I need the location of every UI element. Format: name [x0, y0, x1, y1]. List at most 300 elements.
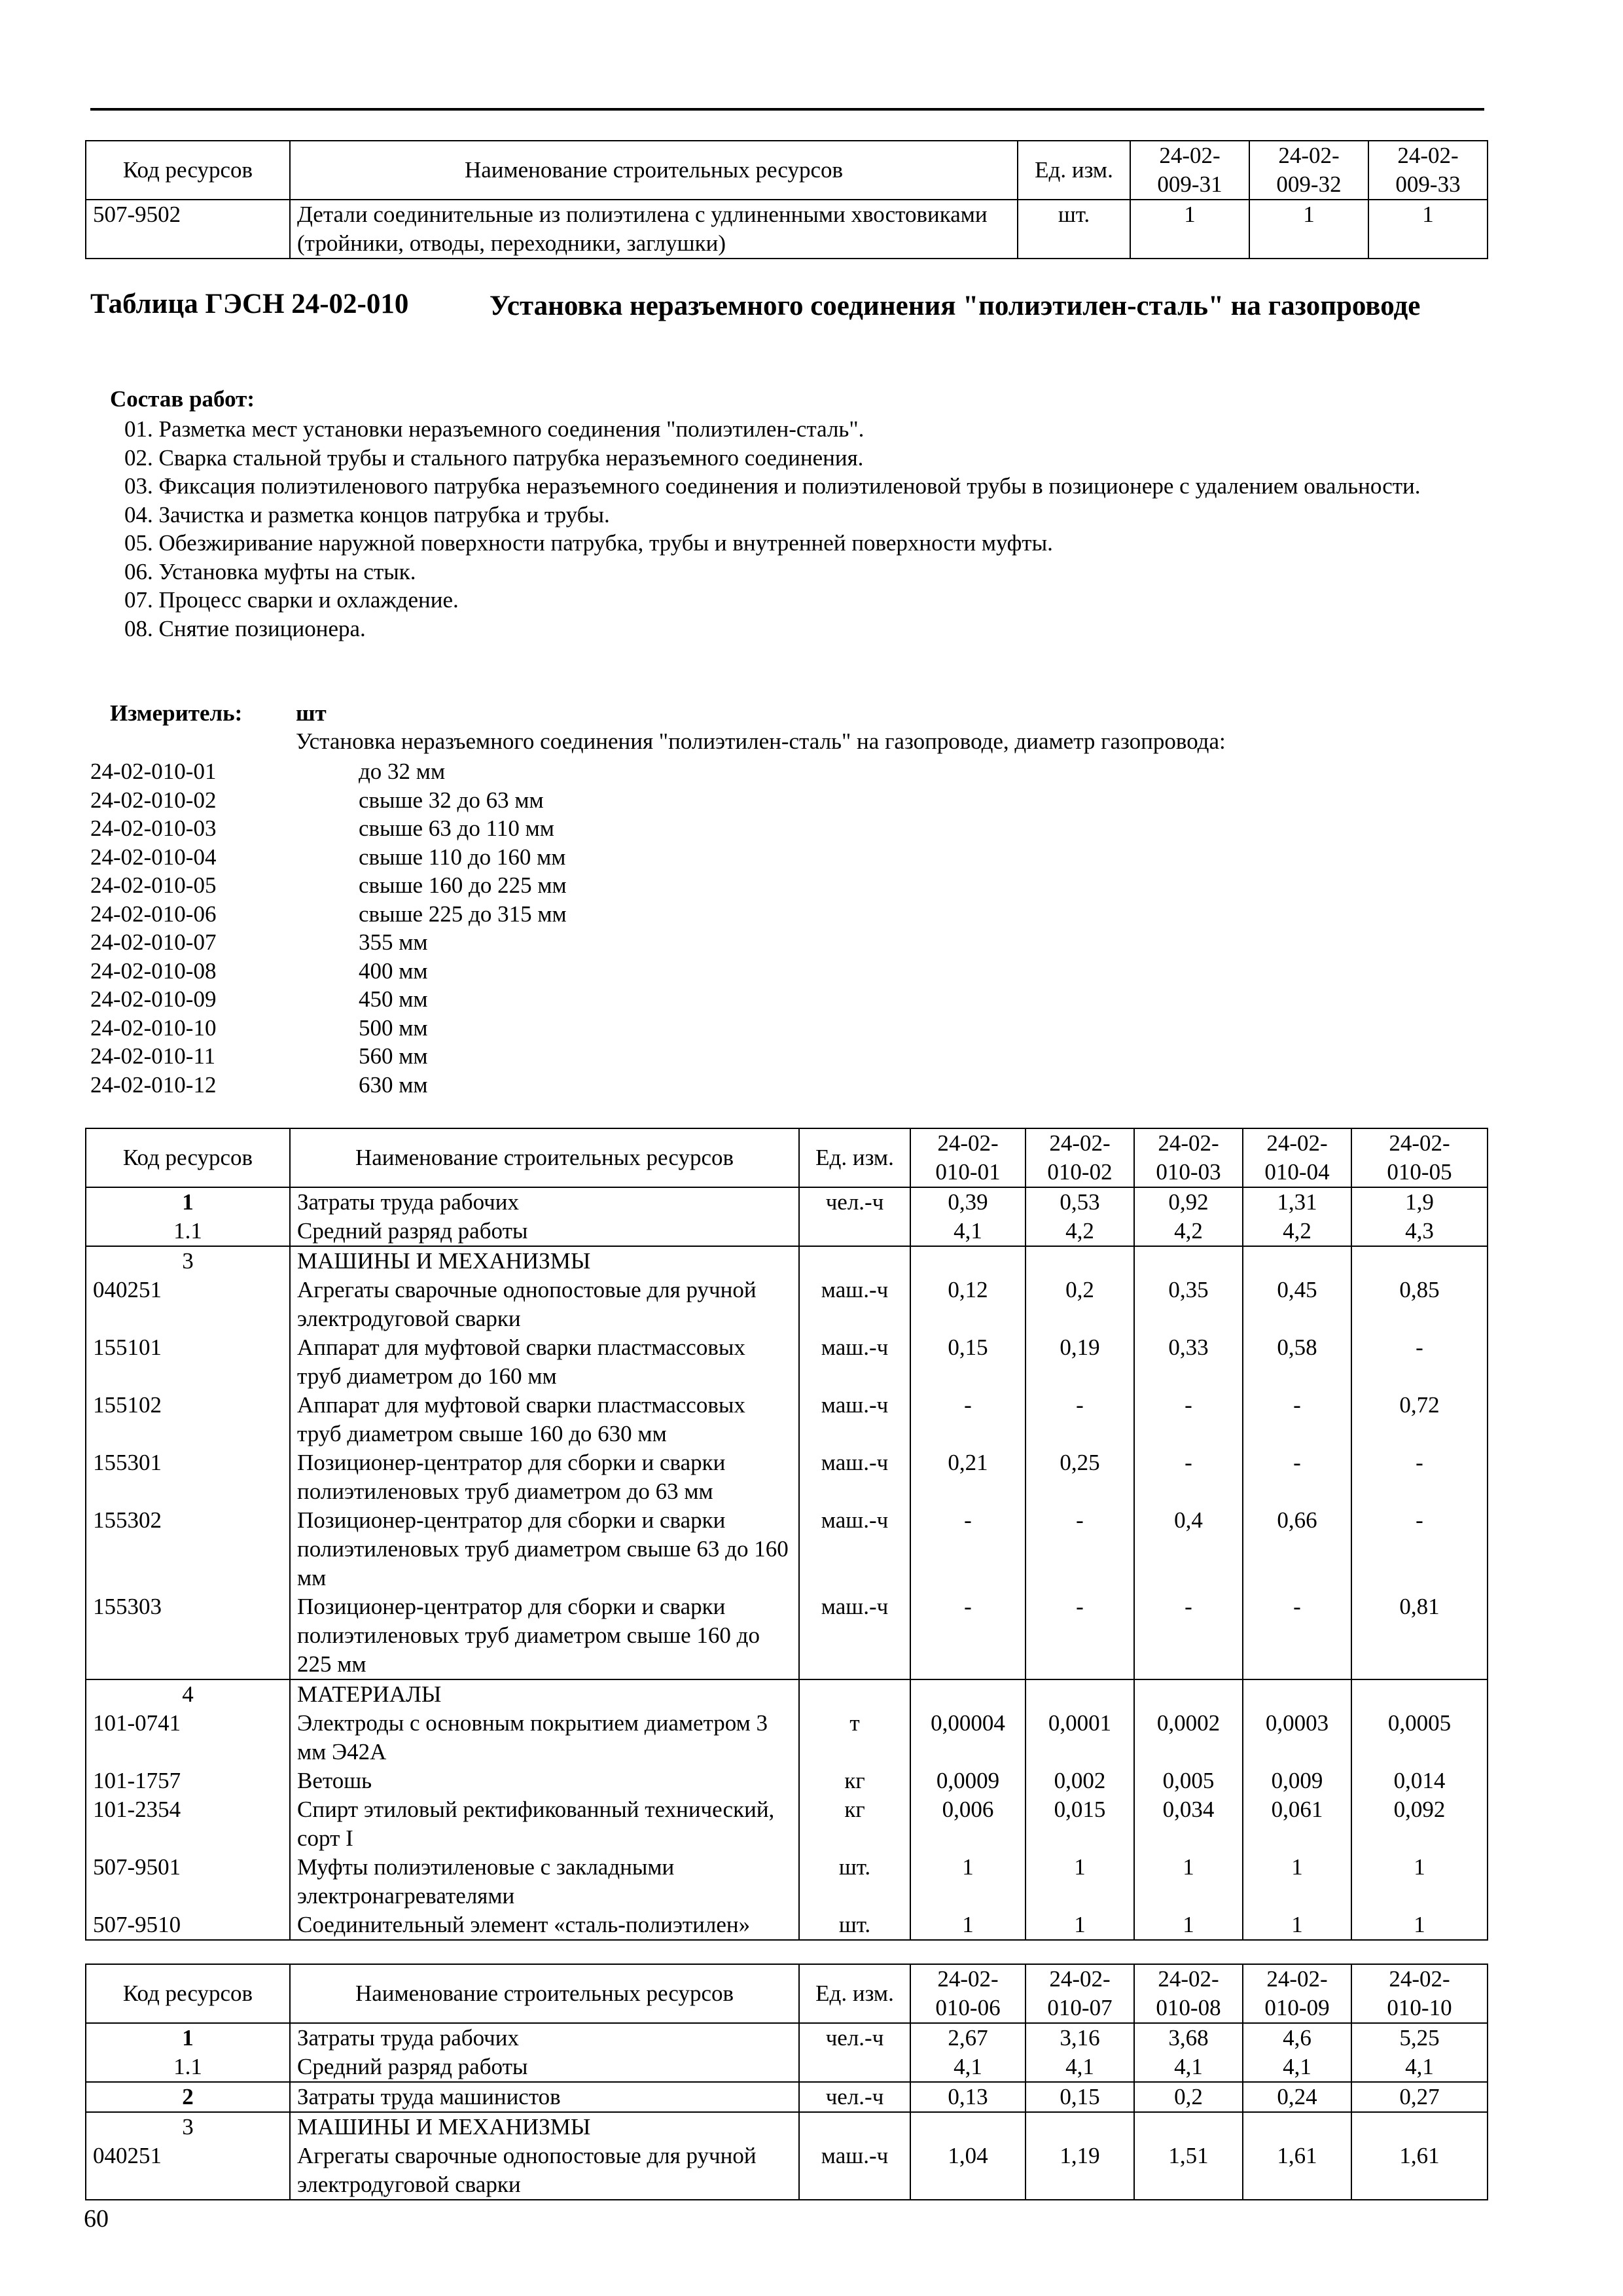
resource-value: 2,67 [910, 2023, 1026, 2053]
resource-value: - [910, 1391, 1026, 1448]
resource-value: 0,25 [1026, 1448, 1134, 1506]
header-text: 010-03 [1156, 1159, 1221, 1185]
header-text: 24-02- [1397, 143, 1459, 168]
measure-code-label: 500 мм [359, 1014, 428, 1041]
resource-value [1351, 1679, 1488, 1709]
resource-value: 0,12 [910, 1276, 1026, 1333]
resource-code: 1 [86, 1187, 290, 1217]
resource-name: Детали соединительные из полиэтилена с удлиненными хвостовиками (тройники, отводы, переходники, заглушки) [290, 200, 1018, 259]
resource-value [1134, 1679, 1243, 1709]
header-text: 010-07 [1047, 1995, 1113, 2020]
header-name [290, 1964, 799, 2023]
composition-list [124, 415, 1433, 643]
table-row [86, 1187, 1488, 1217]
header-text: 24-02- [1266, 1966, 1328, 1992]
resource-value: 4,1 [1026, 2053, 1134, 2082]
header-text: 24-02- [1389, 1966, 1450, 1992]
header-text: 009-31 [1157, 171, 1222, 197]
resource-value: 0,21 [910, 1448, 1026, 1506]
composition-item: 02. Сварка стальной трубы и стального патрубка неразъемного соединения. [124, 444, 864, 471]
resource-value [1026, 1679, 1134, 1709]
resource-value: 0,53 [1026, 1187, 1134, 1217]
resource-value: 0,014 [1351, 1767, 1488, 1795]
resource-value: 1 [1134, 1853, 1243, 1910]
header-text: 24-02- [1159, 143, 1221, 168]
resource-value: 3,68 [1134, 2023, 1243, 2053]
resource-unit: маш.-ч [799, 1592, 910, 1679]
resource-name: МАШИНЫ И МЕХАНИЗМЫ [290, 2112, 799, 2142]
header-column-code [1249, 141, 1368, 200]
header-text: 009-33 [1395, 171, 1461, 197]
top-rule [90, 108, 1484, 111]
resource-code: 101-2354 [86, 1795, 290, 1853]
resource-value: 0,24 [1243, 2082, 1351, 2112]
table-row [86, 1592, 1488, 1679]
measure-code: 24-02-010-10 [90, 1014, 217, 1041]
resource-name: Агрегаты сварочные однопостовые для ручной электродуговой сварки [290, 1276, 799, 1333]
resource-code: 155303 [86, 1592, 290, 1679]
resource-value: 0,00004 [910, 1709, 1026, 1767]
measure-code: 24-02-010-03 [90, 816, 217, 841]
measure-code-label: свыше 160 до 225 мм [359, 872, 567, 898]
resource-name: Соединительный элемент «сталь-полиэтилен» [290, 1910, 799, 1940]
resource-code: 507-9501 [86, 1853, 290, 1910]
header-column-code [1243, 1128, 1351, 1187]
measure-description: Установка неразъемного соединения "полиэтилен-сталь" на газопроводе, диаметр газопровода: [296, 728, 1226, 754]
resource-value: 1 [1130, 200, 1249, 259]
measure-code-label: 560 мм [359, 1043, 428, 1069]
header-unit [799, 1964, 910, 2023]
resource-value: 1 [1249, 200, 1368, 259]
resource-code: 507-9510 [86, 1910, 290, 1940]
header-text: 24-02- [1278, 143, 1340, 168]
measure-code: 24-02-010-09 [90, 986, 217, 1012]
resource-name: Ветошь [290, 1767, 799, 1795]
measure-code-label: свыше 225 до 315 мм [359, 901, 567, 927]
header-name [290, 141, 1018, 200]
header-text: 009-32 [1276, 171, 1342, 197]
resource-value: 4,1 [1243, 2053, 1351, 2082]
resource-value: 0,81 [1351, 1592, 1488, 1679]
table-row [86, 1217, 1488, 1246]
resource-name: Аппарат для муфтовой сварки пластмассовых труб диаметром до 160 мм [290, 1333, 799, 1391]
resource-code: 155301 [86, 1448, 290, 1506]
resource-value: 0,005 [1134, 1767, 1243, 1795]
measure-code-label: 450 мм [359, 986, 428, 1012]
resource-unit: шт. [799, 1853, 910, 1910]
header-text: 010-10 [1387, 1995, 1452, 2020]
table-row [86, 1709, 1488, 1767]
table-row [86, 1853, 1488, 1910]
header-text: 010-01 [935, 1159, 1001, 1185]
resource-value: 0,92 [1134, 1187, 1243, 1217]
header-column-code [910, 1964, 1026, 2023]
header-text: Наименование строительных ресурсов [355, 1145, 734, 1170]
resource-value: 1,04 [910, 2142, 1026, 2200]
measure-code-row [90, 1071, 567, 1100]
resource-value [1351, 1246, 1488, 1276]
resource-code: 3 [86, 2112, 290, 2142]
measure-code-label: свыше 32 до 63 мм [359, 787, 544, 813]
resource-code: 101-1757 [86, 1767, 290, 1795]
table-title: Установка неразъемного соединения "полиэтилен-сталь" на газопроводе [490, 291, 1421, 321]
resource-code: 155302 [86, 1506, 290, 1592]
header-text: 24-02- [1049, 1966, 1111, 1992]
header-text: Ед. изм. [1035, 157, 1113, 183]
resource-value: - [1134, 1448, 1243, 1506]
resource-code: 040251 [86, 2142, 290, 2200]
resource-unit: маш.-ч [799, 1276, 910, 1333]
resource-name: Агрегаты сварочные однопостовые для ручной электродуговой сварки [290, 2142, 799, 2200]
header-code [86, 1964, 290, 2023]
composition-item: 01. Разметка мест установки неразъемного соединения "полиэтилен-сталь". [124, 416, 865, 442]
resource-value: 0,39 [910, 1187, 1026, 1217]
table-row [86, 1506, 1488, 1592]
header-text: Ед. изм. [815, 1145, 894, 1170]
resource-value: - [910, 1592, 1026, 1679]
resource-value: 4,1 [1134, 2053, 1243, 2082]
resource-unit: кг [799, 1767, 910, 1795]
resource-unit: чел.-ч [799, 2023, 910, 2053]
resource-value: 3,16 [1026, 2023, 1134, 2053]
resource-value: 1,61 [1351, 2142, 1488, 2200]
resource-unit [799, 2053, 910, 2082]
header-text: 010-02 [1047, 1159, 1113, 1185]
resource-value: 1,9 [1351, 1187, 1488, 1217]
resource-name: МАТЕРИАЛЫ [290, 1679, 799, 1709]
resource-code: 3 [86, 1246, 290, 1276]
resource-value: 1,19 [1026, 2142, 1134, 2200]
header-text: 24-02- [937, 1130, 999, 1156]
header-text: 24-02- [1158, 1130, 1219, 1156]
table-row [86, 1391, 1488, 1448]
resource-value: 1 [1026, 1910, 1134, 1940]
resource-value: 0,009 [1243, 1767, 1351, 1795]
resource-value: 4,2 [1134, 1217, 1243, 1246]
resource-value: 1 [1134, 1910, 1243, 1940]
table-row [86, 200, 1488, 259]
header-column-code [1351, 1964, 1488, 2023]
resource-value: 0,58 [1243, 1333, 1351, 1391]
header-text: 010-06 [935, 1995, 1001, 2020]
measure-code-row [90, 814, 567, 843]
resource-value: 5,25 [1351, 2023, 1488, 2053]
resource-value: 0,015 [1026, 1795, 1134, 1853]
resource-value: 1 [910, 1853, 1026, 1910]
resource-name: Аппарат для муфтовой сварки пластмассовых труб диаметром свыше 160 до 630 мм [290, 1391, 799, 1448]
top-resource-table [85, 140, 1488, 259]
resource-value: 0,66 [1243, 1506, 1351, 1592]
table-row [86, 1910, 1488, 1940]
header-column-code [1134, 1128, 1243, 1187]
measure-code-row [90, 928, 567, 957]
resource-value [910, 2112, 1026, 2142]
composition-item: 08. Снятие позиционера. [124, 615, 366, 641]
header-text: Ед. изм. [815, 1981, 894, 2006]
resource-code: 507-9502 [86, 200, 290, 259]
table-row [86, 2053, 1488, 2082]
resource-value: - [910, 1506, 1026, 1592]
resource-value: - [1243, 1391, 1351, 1448]
measure-code-label: свыше 110 до 160 мм [359, 844, 566, 870]
header-column-code [1368, 141, 1488, 200]
resource-value [910, 1246, 1026, 1276]
measure-code-row [90, 985, 567, 1014]
resource-value: - [1134, 1592, 1243, 1679]
resource-value: - [1243, 1448, 1351, 1506]
table-row [86, 1767, 1488, 1795]
resource-unit: чел.-ч [799, 2082, 910, 2112]
measure-code-row [90, 1014, 567, 1043]
table-row [86, 2112, 1488, 2142]
resource-name: Затраты труда рабочих [290, 1187, 799, 1217]
resource-name: Позиционер-центратор для сборки и сварки полиэтиленовых труб диаметром до 63 мм [290, 1448, 799, 1506]
measure-code-row [90, 957, 567, 986]
header-text: 010-09 [1264, 1995, 1330, 2020]
measure-code-label: 400 мм [359, 958, 428, 984]
resource-code: 1.1 [86, 2053, 290, 2082]
measure-code: 24-02-010-05 [90, 872, 217, 898]
composition-item: 03. Фиксация полиэтиленового патрубка неразъемного соединения и полиэтиленовой трубы в позиционере с удалением овальности. [124, 473, 1421, 499]
header-column-code [910, 1128, 1026, 1187]
header-unit [799, 1128, 910, 1187]
resource-value: 0,034 [1134, 1795, 1243, 1853]
resource-value: 1 [1351, 1853, 1488, 1910]
resource-table-2 [85, 1964, 1488, 2200]
resource-value: 1 [910, 1910, 1026, 1940]
composition-item: 05. Обезжиривание наружной поверхности патрубка, трубы и внутренней поверхности муфты. [124, 530, 1053, 556]
resource-value: 0,002 [1026, 1767, 1134, 1795]
resource-name: Затраты труда машинистов [290, 2082, 799, 2112]
table-row [86, 2142, 1488, 2200]
resource-value: 1 [1026, 1853, 1134, 1910]
header-code [86, 141, 290, 200]
header-unit [1018, 141, 1130, 200]
table-row [86, 1333, 1488, 1391]
resource-value: 0,27 [1351, 2082, 1488, 2112]
resource-unit: шт. [1018, 200, 1130, 259]
resource-value: - [1026, 1506, 1134, 1592]
resource-value [1026, 1246, 1134, 1276]
resource-value: 4,1 [910, 1217, 1026, 1246]
header-column-code [1134, 1964, 1243, 2023]
resource-code: 2 [86, 2082, 290, 2112]
measure-code-label: 630 мм [359, 1071, 428, 1098]
header-name [290, 1128, 799, 1187]
resource-value: 0,0009 [910, 1767, 1026, 1795]
header-text: Код ресурсов [122, 1145, 253, 1170]
resource-value: - [1026, 1391, 1134, 1448]
resource-unit: маш.-ч [799, 1333, 910, 1391]
header-text: 010-05 [1387, 1159, 1452, 1185]
resource-value [1026, 2112, 1134, 2142]
composition-item: 04. Зачистка и разметка концов патрубка и трубы. [124, 501, 610, 528]
measure-code-list [90, 757, 567, 1099]
resource-code: 040251 [86, 1276, 290, 1333]
resource-value: 1 [1351, 1910, 1488, 1940]
measure-code-row [90, 786, 567, 815]
resource-table-1 [85, 1128, 1488, 1941]
header-row [86, 1128, 1488, 1187]
resource-value: 0,4 [1134, 1506, 1243, 1592]
measure-unit: шт [296, 700, 327, 726]
composition-item: 07. Процесс сварки и охлаждение. [124, 587, 459, 613]
resource-value: 1 [1243, 1910, 1351, 1940]
measure-code: 24-02-010-08 [90, 958, 217, 984]
resource-value [1351, 2112, 1488, 2142]
header-row [86, 1964, 1488, 2023]
header-text: Код ресурсов [122, 157, 253, 183]
page-number: 60 [84, 2205, 109, 2233]
header-column-code [1243, 1964, 1351, 2023]
header-text: 24-02- [937, 1966, 999, 1992]
table-row [86, 1679, 1488, 1709]
resource-unit: маш.-ч [799, 2142, 910, 2200]
table-row [86, 1276, 1488, 1333]
resource-value: - [1351, 1448, 1488, 1506]
measure-code: 24-02-010-11 [90, 1043, 216, 1069]
resource-code: 155101 [86, 1333, 290, 1391]
resource-code: 4 [86, 1679, 290, 1709]
resource-name: Затраты труда рабочих [290, 2023, 799, 2053]
resource-name: Муфты полиэтиленовые с закладными электронагревателями [290, 1853, 799, 1910]
resource-value: - [1351, 1506, 1488, 1592]
resource-value: 0,0002 [1134, 1709, 1243, 1767]
resource-value [910, 1679, 1026, 1709]
measure-code-row [90, 843, 567, 872]
measure-code-label: 355 мм [359, 929, 428, 955]
resource-name: Средний разряд работы [290, 2053, 799, 2082]
resource-name: Позиционер-центратор для сборки и сварки полиэтиленовых труб диаметром свыше 63 до 160 мм [290, 1506, 799, 1592]
header-text: Код ресурсов [122, 1981, 253, 2006]
resource-name: Электроды с основным покрытием диаметром 3 мм Э42А [290, 1709, 799, 1767]
measure-code: 24-02-010-04 [90, 844, 217, 870]
resource-unit: шт. [799, 1910, 910, 1940]
resource-value [1134, 2112, 1243, 2142]
resource-value: 0,15 [1026, 2082, 1134, 2112]
table-code: Таблица ГЭСН 24-02-010 [90, 289, 409, 319]
resource-value: 0,19 [1026, 1333, 1134, 1391]
measure-code: 24-02-010-07 [90, 929, 217, 955]
resource-value: 1,61 [1243, 2142, 1351, 2200]
measure-code-row [90, 900, 567, 929]
measure-code: 24-02-010-06 [90, 901, 217, 927]
header-text: 24-02- [1266, 1130, 1328, 1156]
header-text: 24-02- [1049, 1130, 1111, 1156]
resource-value: 1,31 [1243, 1187, 1351, 1217]
resource-code: 155102 [86, 1391, 290, 1448]
table-row [86, 1448, 1488, 1506]
resource-value: 0,45 [1243, 1276, 1351, 1333]
resource-value: 4,2 [1243, 1217, 1351, 1246]
measure-code-row [90, 757, 567, 786]
resource-code: 101-0741 [86, 1709, 290, 1767]
measure-code-label: свыше 63 до 110 мм [359, 816, 554, 841]
resource-value: 0,85 [1351, 1276, 1488, 1333]
header-column-code [1351, 1128, 1488, 1187]
table-row [86, 1795, 1488, 1853]
resource-value: 0,006 [910, 1795, 1026, 1853]
resource-value: 0,2 [1026, 1276, 1134, 1333]
resource-value: 0,2 [1134, 2082, 1243, 2112]
header-column-code [1026, 1128, 1134, 1187]
resource-value: 4,2 [1026, 1217, 1134, 1246]
resource-value: 1 [1243, 1853, 1351, 1910]
header-text: 010-08 [1156, 1995, 1221, 2020]
measure-code: 24-02-010-01 [90, 759, 217, 784]
resource-value: - [1351, 1333, 1488, 1391]
composition-item: 06. Установка муфты на стык. [124, 558, 416, 584]
table-row [86, 2023, 1488, 2053]
header-code [86, 1128, 290, 1187]
resource-unit: кг [799, 1795, 910, 1853]
header-text: Наименование строительных ресурсов [355, 1981, 734, 2006]
measure-code-row [90, 1042, 567, 1071]
resource-value: 0,13 [910, 2082, 1026, 2112]
measure-code-label: до 32 мм [359, 759, 446, 784]
resource-value: - [1134, 1391, 1243, 1448]
resource-value: 0,061 [1243, 1795, 1351, 1853]
resource-value: 0,092 [1351, 1795, 1488, 1853]
composition-heading: Состав работ: [110, 386, 255, 412]
resource-unit: маш.-ч [799, 1448, 910, 1506]
resource-value: - [1026, 1592, 1134, 1679]
resource-unit [799, 1679, 910, 1709]
resource-value: 0,0001 [1026, 1709, 1134, 1767]
resource-name: Спирт этиловый ректификованный технический, сорт I [290, 1795, 799, 1853]
header-text: 24-02- [1389, 1130, 1450, 1156]
resource-value: 4,6 [1243, 2023, 1351, 2053]
resource-unit [799, 2112, 910, 2142]
resource-value: 0,35 [1134, 1276, 1243, 1333]
resource-unit: маш.-ч [799, 1391, 910, 1448]
header-row [86, 141, 1488, 200]
measure-code: 24-02-010-12 [90, 1071, 217, 1098]
resource-name: Средний разряд работы [290, 1217, 799, 1246]
header-column-code [1026, 1964, 1134, 2023]
resource-name: МАШИНЫ И МЕХАНИЗМЫ [290, 1246, 799, 1276]
resource-value: 0,33 [1134, 1333, 1243, 1391]
header-column-code [1130, 141, 1249, 200]
resource-value: 0,0005 [1351, 1709, 1488, 1767]
resource-value [1134, 1246, 1243, 1276]
table-row [86, 1246, 1488, 1276]
resource-value: 0,15 [910, 1333, 1026, 1391]
resource-unit: чел.-ч [799, 1187, 910, 1217]
resource-unit: маш.-ч [799, 1506, 910, 1592]
resource-code: 1 [86, 2023, 290, 2053]
resource-value: 0,72 [1351, 1391, 1488, 1448]
resource-value: 4,1 [910, 2053, 1026, 2082]
resource-name: Позиционер-центратор для сборки и сварки полиэтиленовых труб диаметром свыше 160 до 225 мм [290, 1592, 799, 1679]
resource-value: 1 [1368, 200, 1488, 259]
resource-value [1243, 1246, 1351, 1276]
resource-value [1243, 1679, 1351, 1709]
table-row [86, 2082, 1488, 2112]
resource-value: - [1243, 1592, 1351, 1679]
resource-unit: т [799, 1709, 910, 1767]
measure-code-row [90, 871, 567, 900]
resource-value: 4,1 [1351, 2053, 1488, 2082]
resource-value: 1,51 [1134, 2142, 1243, 2200]
resource-unit [799, 1217, 910, 1246]
resource-unit [799, 1246, 910, 1276]
resource-value: 4,3 [1351, 1217, 1488, 1246]
header-text: 24-02- [1158, 1966, 1219, 1992]
resource-code: 1.1 [86, 1217, 290, 1246]
measure-code: 24-02-010-02 [90, 787, 217, 813]
measure-heading: Измеритель: [110, 700, 243, 726]
